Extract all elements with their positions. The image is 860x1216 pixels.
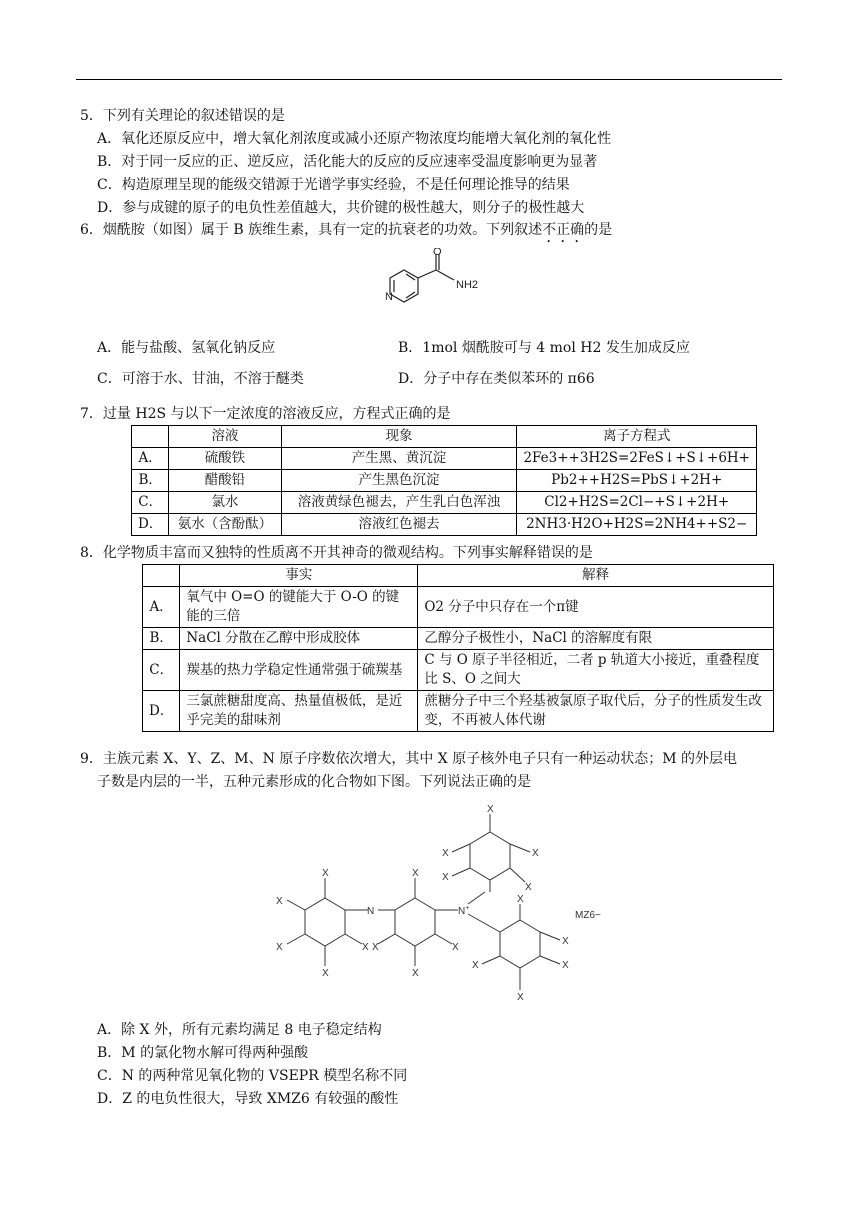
q6-option-a: A．能与盐酸、氢氧化钠反应 bbox=[97, 340, 276, 356]
q5-option-d: D．参与成键的原子的电负性差值越大，共价键的极性越大，则分子的极性越大 bbox=[97, 200, 585, 216]
q5-option-b: B．对于同一反应的正、逆反应，活化能大的反应的反应速率受温度影响更为显著 bbox=[97, 154, 598, 170]
svg-text:X: X bbox=[412, 968, 419, 979]
q6-stem-emphasis: 不正确 bbox=[542, 222, 585, 238]
svg-text:N+: N+ bbox=[458, 905, 470, 917]
q5-option-c: C．构造原理呈现的能级交错源于光谱学事实经验，不是任何理论推导的结果 bbox=[97, 177, 570, 193]
q9-option-a: A．除 X 外，所有元素均满足 8 电子稳定结构 bbox=[97, 1022, 382, 1038]
svg-text:N: N bbox=[367, 906, 375, 917]
q9-compound-structure bbox=[270, 800, 630, 1010]
svg-text:X: X bbox=[442, 848, 449, 859]
q5-option-a: A．氧化还原反应中，增大氧化剂浓度或减小还原产物浓度均能增大氧化剂的氧化性 bbox=[97, 131, 612, 147]
table-row: A． 氧气中 O=O 的键能大于 O-O 的键能的三倍 O2 分子中只存在一个π键 bbox=[143, 587, 774, 628]
table-row: D． 三氯蔗糖甜度高、热量值极低，是近乎完美的甜味剂 蔗糖分子中三个羟基被氯原子取代后，分子的性质发生改变，不再被人体代谢 bbox=[143, 691, 774, 732]
svg-text:X: X bbox=[322, 868, 329, 879]
nicotinamide-structure bbox=[384, 248, 494, 316]
q9-option-b: B．M 的氯化物水解可得两种强酸 bbox=[97, 1045, 309, 1061]
svg-text:O: O bbox=[433, 248, 442, 258]
q5-stem: 5．下列有关理论的叙述错误的是 bbox=[80, 108, 285, 124]
amide-group-label: NH2 bbox=[456, 279, 479, 291]
q8-stem: 8．化学物质丰富而又独特的性质离不开其神奇的微观结构。下列事实解释错误的是 bbox=[80, 545, 593, 561]
svg-text:X: X bbox=[487, 804, 494, 815]
anion-label: MZ6− bbox=[575, 910, 601, 921]
svg-text:X: X bbox=[372, 942, 379, 953]
q6-option-d: D．分子中存在类似苯环的 π66 bbox=[398, 371, 595, 387]
table-row: C． 羰基的热力学稳定性通常强于硫羰基 C 与 O 原子半径相近，二者 p 轨道大小接近，重叠程度比 S、O 之间大 bbox=[143, 650, 774, 691]
table-row: C． 氯水 溶液黄绿色褪去，产生乳白色浑浊 Cl2+H2S=2Cl−+S↓+2H+ bbox=[132, 492, 757, 514]
svg-text:X: X bbox=[322, 968, 329, 979]
table-row: B． NaCl 分散在乙醇中形成胶体 乙醇分子极性小，NaCl 的溶解度有限 bbox=[143, 628, 774, 650]
table-row: B． 醋酸铅 产生黑色沉淀 Pb2++H2S=PbS↓+2H+ bbox=[132, 470, 757, 492]
svg-text:X: X bbox=[442, 872, 449, 883]
svg-text:N: N bbox=[385, 291, 393, 303]
header-rule bbox=[76, 79, 782, 80]
q7-stem: 7．过量 H2S 与以下一定浓度的溶液反应，方程式正确的是 bbox=[80, 406, 451, 422]
svg-text:X: X bbox=[562, 960, 569, 971]
svg-text:X: X bbox=[362, 942, 369, 953]
svg-text:X: X bbox=[517, 894, 524, 905]
svg-text:X: X bbox=[412, 868, 419, 879]
table-row: A． 硫酸铁 产生黑、黄沉淀 2Fe3++3H2S=2FeS↓+S↓+6H+ bbox=[132, 448, 757, 470]
q9-option-c: C．N 的两种常见氧化物的 VSEPR 模型名称不同 bbox=[97, 1068, 408, 1084]
q9-stem-line1: 9．主族元素 X、Y、Z、M、N 原子序数依次增大，其中 X 原子核外电子只有一种运动状态；M 的外层电 bbox=[80, 751, 737, 767]
svg-text:X: X bbox=[452, 942, 459, 953]
table-row: D． 氨水（含酚酞） 溶液红色褪去 2NH3·H2O+H2S=2NH4++S2− bbox=[132, 514, 757, 536]
q6-stem: 6．烟酰胺（如图）属于 B 族维生素，具有一定的抗衰老的功效。下列叙述不正确的是 bbox=[80, 222, 613, 238]
q8-table bbox=[142, 564, 774, 732]
svg-text:X: X bbox=[532, 848, 539, 859]
svg-text:X: X bbox=[472, 960, 479, 971]
table-header-row: 溶液 现象 离子方程式 bbox=[132, 426, 757, 448]
q6-option-b: B．1mol 烟酰胺可与 4 mol H2 发生加成反应 bbox=[398, 340, 690, 356]
q6-option-c: C．可溶于水、甘油，不溶于醚类 bbox=[97, 371, 304, 387]
svg-text:X: X bbox=[276, 896, 283, 907]
svg-text:X: X bbox=[525, 882, 532, 893]
q9-stem-line2: 子数是内层的一半，五种元素形成的化合物如下图。下列说法正确的是 bbox=[97, 774, 531, 790]
svg-text:X: X bbox=[276, 942, 283, 953]
q7-table bbox=[131, 425, 757, 536]
table-header-row: 事实 解释 bbox=[143, 565, 774, 587]
svg-text:X: X bbox=[562, 936, 569, 947]
q9-option-d: D．Z 的电负性很大，导致 XMZ6 有较强的酸性 bbox=[97, 1091, 399, 1107]
svg-text:X: X bbox=[517, 992, 524, 1003]
